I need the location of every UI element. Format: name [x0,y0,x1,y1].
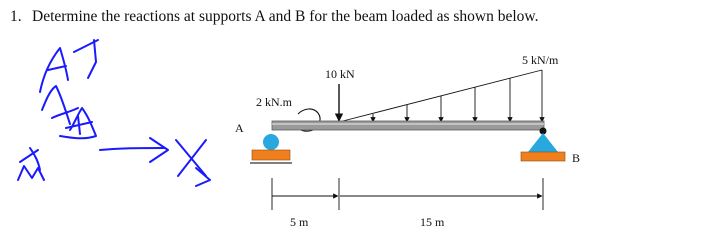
distributed-load [339,53,559,122]
dim-left-label: 5 m [290,215,309,229]
support-b-label: B [572,151,581,165]
dist-load-label: 5 kN/m [522,53,559,67]
point-load [325,67,355,121]
base-plate-b [521,152,565,161]
question-text: Determine the reactions at supports A and B for the beam loaded as shown below. [32,8,539,25]
roller [263,134,279,150]
support-a-label: A [235,121,244,135]
pin-triangle [528,133,558,152]
question-number: 1. [10,8,22,25]
dimension-lines [272,178,543,210]
base-plate-a [252,150,290,160]
moment-label: 2 kN.m [256,95,292,109]
beam [272,121,544,130]
handwritten-sketch [18,40,210,186]
dim-right-label: 15 m [420,215,445,229]
point-load-label: 10 kN [325,67,355,81]
support-b [521,128,580,166]
